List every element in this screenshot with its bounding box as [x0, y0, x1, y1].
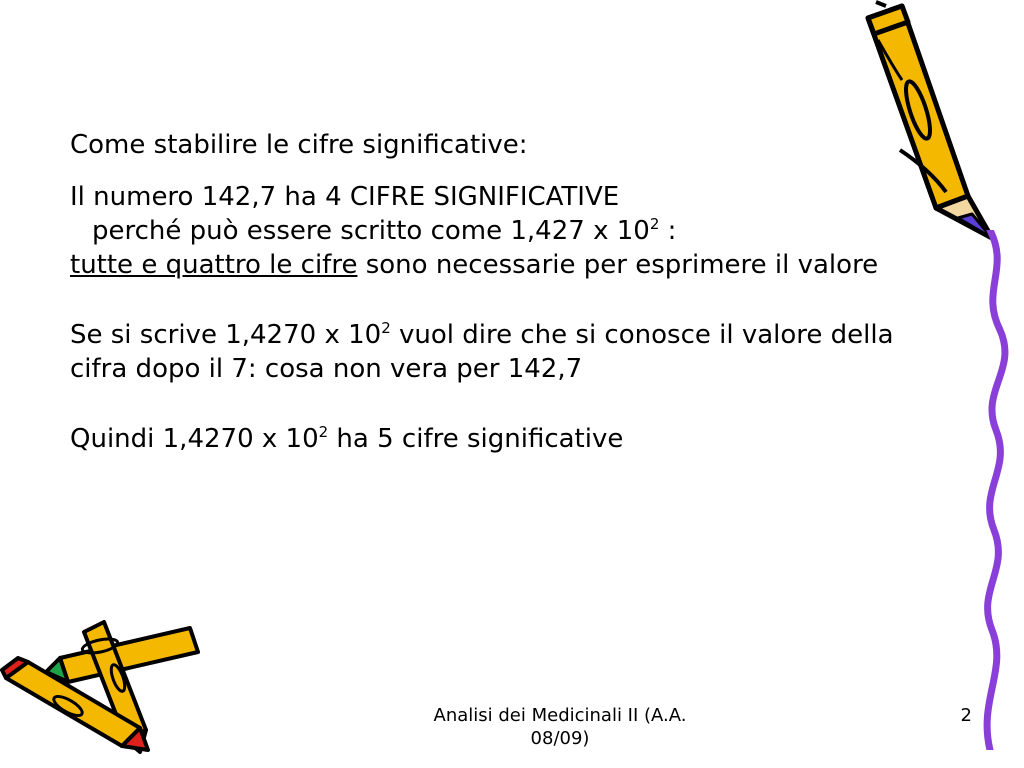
crayons-icon — [0, 618, 210, 758]
line-tutte — [70, 248, 900, 282]
page-number: 2 — [960, 705, 972, 726]
line-perche-colon: : — [659, 216, 677, 246]
exponent: 2 — [381, 319, 391, 337]
para3-end: ha 5 cifre significative — [328, 424, 624, 454]
footer-line-1: Analisi dei Medicinali II (A.A. — [433, 705, 687, 726]
paragraph-quindi — [70, 422, 900, 456]
exponent: 2 — [318, 423, 329, 441]
line-tutte-rest: sono necessarie per esprimere il valore — [357, 250, 879, 280]
footer-line-2: 08/09) — [530, 728, 590, 749]
underlined-phrase: tutte e quattro le cifre — [70, 250, 358, 280]
slide-body — [70, 128, 900, 456]
squiggle-line — [960, 230, 1024, 750]
exponent: 2 — [649, 215, 660, 233]
line-perche-text: perché può essere scritto come 1,427 x 10 — [92, 216, 650, 246]
slide-footer — [380, 704, 740, 750]
para2-end: vuol dire che si conosce il valore della cifra dopo il 7: cosa non vera per 142,7 — [70, 320, 894, 384]
para3-start: Quindi 1,4270 x 10 — [70, 424, 319, 454]
para2-start: Se si scrive 1,4270 x 10 — [70, 320, 382, 350]
slide-heading: Come stabilire le cifre significative: — [70, 130, 528, 160]
paragraph-se-si-scrive — [70, 318, 900, 386]
line-perche — [70, 214, 900, 248]
line-numero: Il numero 142,7 ha 4 CIFRE SIGNIFICATIVE — [70, 182, 620, 212]
